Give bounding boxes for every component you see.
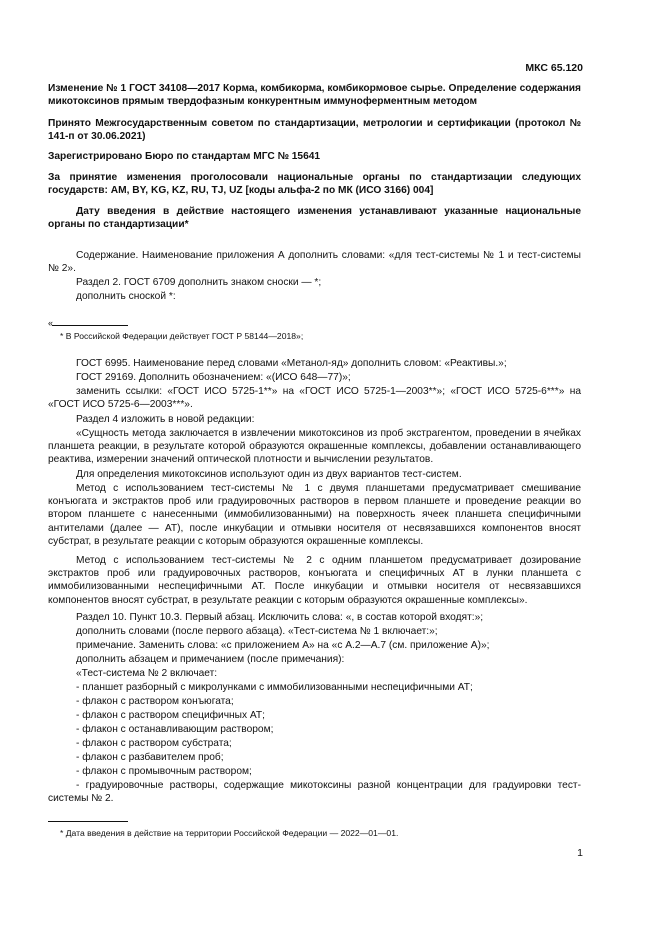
paragraph-gost29169: ГОСТ 29169. Дополнить обозначением: «(ИСО 648—77)»; (76, 372, 351, 383)
paragraph-method-essence: «Сущность метода заключается в извлечении микотоксинов из проб экстрагентом, проведении в ячейках планшета реакции, в результате которой образуются окрашенные комплексы, добавлении останавливающего реактива, измерении значений оптической плотности и вычислении результатов. (48, 428, 581, 466)
footnote-rule (48, 821, 128, 822)
quote-mark: « (48, 318, 54, 328)
amendment-title: Изменение № 1 ГОСТ 34108—2017 Корма, комбикорма, комбикормовое сырье. Определение содержания микотоксинов прямым твердофазным конкурентным иммуноферментным методом (48, 83, 581, 107)
list-item: - флакон с промывочным раствором; (76, 766, 252, 777)
list-item: - флакон с раствором специфичных АТ; (76, 710, 265, 721)
paragraph-add-paragraph: дополнить абзацем и примечанием (после примечания): (76, 654, 345, 665)
list-item: - флакон с раствором конъюгата; (76, 696, 234, 707)
list-item-calibration: - градуировочные растворы, содержащие микотоксины разной концентрации для градуировки тест-системы № 2. (48, 780, 581, 805)
registration-statement: Зарегистрировано Бюро по стандартам МГС № 15641 (48, 151, 321, 162)
paragraph-replace-refs: заменить ссылки: «ГОСТ ИСО 5725-1**» на «ГОСТ ИСО 5725-1—2003**»; «ГОСТ ИСО 5725-6***» на «ГОСТ ИСО 5725-6—2003***». (48, 386, 581, 411)
paragraph-contents: Содержание. Наименование приложения А дополнить словами: «для тест-системы № 1 и тест-системы № 2». (48, 250, 581, 275)
paragraph-add-words: дополнить словами (после первого абзаца). «Тест-система № 1 включает:»; (76, 626, 438, 637)
list-item: - планшет разборный с микролунками с иммобилизованными неспецифичными АТ; (76, 682, 473, 693)
paragraph-two-variants: Для определения микотоксинов используют один из двух вариантов тест-систем. (76, 469, 462, 480)
paragraph-test-system-2: Метод с использованием тест-системы № 2 с одним планшетом предусматривает дозирование экстрактов проб или градуировочных растворов, конъюгата и специфичных АТ в лунки планшета с иммобилизованными неспецифичными АТ. После инкубации и отмывки носителя от несвязавшихся компонентов вносят субстрат, в результате реакции с которым образуются окрашенные комплексы». (48, 555, 581, 606)
paragraph-section10: Раздел 10. Пункт 10.3. Первый абзац. Исключить слова: «, в состав которой входят:»; (76, 612, 484, 623)
list-item: - флакон с останавливающим раствором; (76, 724, 274, 735)
paragraph-test-system-2-includes: «Тест-система № 2 включает: (76, 668, 218, 679)
paragraph-gost6995: ГОСТ 6995. Наименование перед словами «Метанол-яд» дополнить словом: «Реактивы.»; (76, 358, 507, 369)
classification-code: МКС 65.120 (525, 62, 583, 74)
inner-footnote: * В Российской Федерации действует ГОСТ Р 58144—2018»; (60, 331, 304, 341)
voting-statement: За принятие изменения проголосовали национальные органы по стандартизации следующих государств: AM, BY, KG, KZ, RU, TJ, UZ [коды альфа-2 по МК (ИСО 3166) 004] (48, 172, 581, 196)
paragraph-footnote-add: дополнить сноской *: (76, 291, 176, 302)
page-footnote: * Дата введения в действие на территории Российской Федерации — 2022—01—01. (60, 828, 399, 838)
adopted-statement: Принято Межгосударственным советом по стандартизации, метрологии и сертификации (протокол № 141-п от 30.06.2021) (48, 118, 581, 142)
paragraph-note-replace: примечание. Заменить слова: «с приложением А» на «с А.2—А.7 (см. приложение А)»; (76, 640, 490, 651)
effective-date-note: Дату введения в действие настоящего изменения устанавливают указанные национальные органы по стандартизации* (48, 206, 581, 230)
paragraph-section4: Раздел 4 изложить в новой редакции: (76, 414, 255, 425)
inner-footnote-rule (52, 325, 128, 326)
list-item: - флакон с раствором субстрата; (76, 738, 232, 749)
page-number: 1 (577, 847, 583, 859)
paragraph-test-system-1: Метод с использованием тест-системы № 1 с двумя планшетами предусматривает смешивание конъюгата и экстрактов проб или градуировочных растворов в первом планшете и проведение реакции во втором планшете с нанесенными (иммобилизованными) на поверхность ячеек планшета специфичными антителами (далее — АТ), после инкубации и отмывки носителя от несвязавшихся компонентов вносят субстрат, в результате реакции с которым образуются окрашенные комплексы. (48, 483, 581, 547)
paragraph-section2: Раздел 2. ГОСТ 6709 дополнить знаком сноски — *; (76, 277, 322, 288)
list-item: - флакон с разбавителем проб; (76, 752, 224, 763)
